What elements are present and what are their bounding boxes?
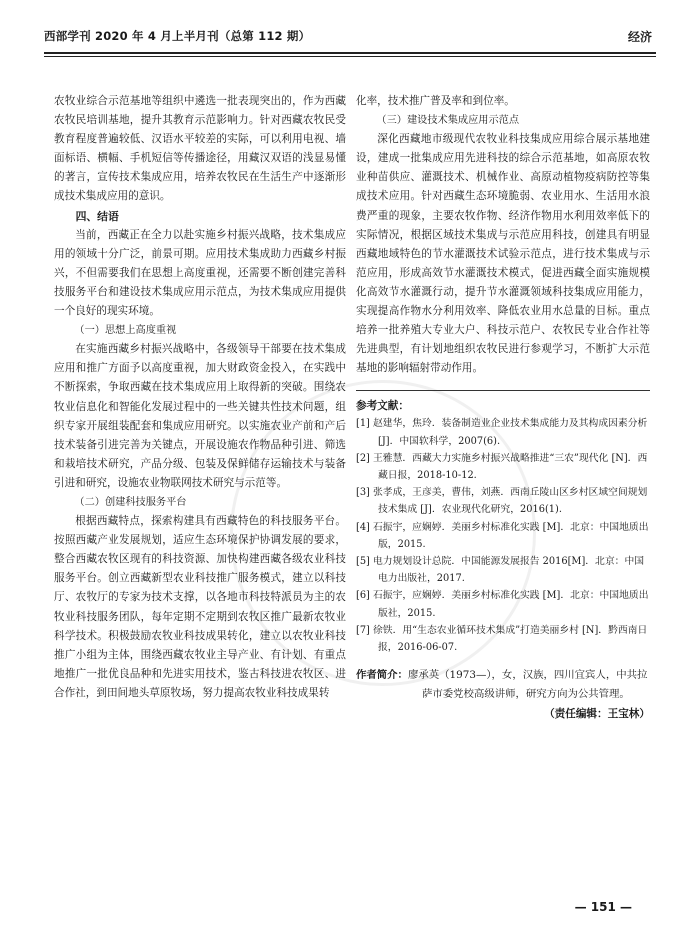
editor-credit: （责任编辑：王宝林） bbox=[544, 708, 650, 721]
header-rule-thick bbox=[44, 52, 656, 54]
subsection-title-1: （一）思想上高度重视 bbox=[74, 325, 177, 337]
reference-item: [3] 张孝成，王彦美，曹伟，刘燕．西南丘陵山区乡村区域空间规划技术集成 [J]．农业现代化研究，2016(1). bbox=[356, 487, 648, 516]
paragraph: 深化西藏地市级现代农牧业科技集成应用综合展示基地建设，建成一批集成应用先进科技的综合示范基地，如高原农牧业种苗供应、灌溉技术、机械作业、高原动植物疫病防控等集成技术应用。针对西藏生态环境脆弱、农业用水、生活用水浪费严重的现象，主要农牧作物、经济作物用水利用效率低下的实际情况，根据区域技术集成与示范应用科技，创建具有明显西藏地域特色的节水灌溉技术试验示范点，进行技术集成与示范应用，形成高效节水灌溉技术模式，促进西藏全面实施规模化高效节水灌溉行动，提升节水灌溉领域科技集成应用能力，实现提高作物水分利用效率、降低农业用水总量的目标。重点培养一批养殖大专业大户、科技示范户、农牧民专业合作社等先进典型，有计划地组织农牧民进行参观学习，不断扩大示范基地的影响辐射带动作用。 bbox=[356, 133, 650, 375]
references-title: 参考文献： bbox=[356, 400, 409, 413]
author-text: 廖承英（1973—），女，汉族，四川宜宾人，中共拉萨市委党校高级讲师，研究方向为公共管理。 bbox=[407, 669, 648, 700]
paragraph: 根据西藏特点，探索构建具有西藏特色的科技服务平台。按照西藏产业发展规划，适应生态环境保护协调发展的要求，整合西藏农牧区现有的科技资源、加快构建西藏各级农业科技服务平台。创立西藏新型农业科技推广服务模式，建立以科技厅、农牧厅的专家为技术支撑，以各地市科技特派员为主的农牧业科技服务团队，每年定期不定期到农牧区推广最新农牧业科学技术。积极鼓励农牧业科技成果转化，建立以农牧业科技推广小组为主体，围绕西藏农牧业主导产业、有计划、有重点地推广一批优良品种和先进实用技术，鉴古科技进农牧区、进合作社，到田间地头草原牧场，努力提高农牧业科技成果转 bbox=[54, 515, 346, 699]
reference-item: [7] 徐铁．用“生态农业循环技术集成”打造美丽乡村 [N]．黔西南日报，2016-06-07. bbox=[356, 624, 648, 654]
subsection-title-3: （三）建设技术集成应用示范点 bbox=[376, 115, 520, 127]
references-divider bbox=[356, 390, 650, 391]
paragraph: 当前，西藏正在全力以赴实施乡村振兴战略，技术集成应用的领域十分广泛，前景可期。应用技术集成助力西藏乡村振兴，不但需要我们在思想上高度重视，还需要不断创建完善科技服务平台和建设技术集成应用示范点，为技术集成应用提供一个良好的现实环境。 bbox=[54, 228, 346, 318]
page-header bbox=[44, 28, 656, 50]
subsection-title-2: （二）创建科技服务平台 bbox=[74, 496, 187, 508]
reference-item: [2] 王雅慧．西藏大力实施乡村振兴战略推进“三农”现代化 [N]．西藏日报，2018-10-12. bbox=[356, 452, 648, 482]
reference-item: [6] 石振宇，应娴婷．美丽乡村标准化实践 [M]．北京：中国地质出版社，2015. bbox=[356, 590, 649, 619]
journal-title: 西部学刊 2020 年 4 月上半月刊（总第 112 期） bbox=[44, 29, 311, 43]
reference-item: [1] 赵建华，焦玲．装备制造业企业技术集成能力及其构成因素分析 [J]．中国软科学，2007(6). bbox=[356, 418, 648, 447]
paragraph: 农牧业综合示范基地等组织中遴选一批表现突出的，作为西藏农牧民培训基地，提升其教育示范影响力。针对西藏农牧民受教育程度普遍较低、汉语水平较差的实际，可以利用电视、墙面标语、横幅、手机短信等传播途径，用藏汉双语的浅显易懂的著言，宣传技术集成应用，培养农牧民在生活生产中逐渐形成技术集成应用的意识。 bbox=[54, 95, 346, 203]
header-rule-thin bbox=[44, 56, 656, 57]
author-bio bbox=[356, 666, 650, 703]
author-label: 作者简介： bbox=[356, 669, 408, 682]
paragraph: 在实施西藏乡村振兴战略中，各级领导干部要在技术集成应用和推广方面予以高度重视，加大财政资金投入，在实践中不断探索，争取西藏在技术集成应用上取得新的突破。围绕农牧业信息化和智能化发展过程中的一些关键共性技术问题，组织专家开展组装配套和集成应用研究。以实施农业产前和产后技术装备引进完善为关键点，开展设施农作物品种引进、筛选和栽培技术研究，产品分级、包装及保鲜储存运输技术与装备引进和研究，设施农业物联网技术研究与示范等。 bbox=[54, 343, 346, 489]
section-label: 经济 bbox=[627, 30, 652, 44]
right-column bbox=[356, 92, 650, 724]
section-title-conclusion: 四、结语 bbox=[75, 209, 119, 223]
page-number: — 151 — bbox=[574, 900, 632, 914]
reference-item: [4] 石振宇，应娴婷．美丽乡村标准化实践 [M]．北京：中国地质出版，2015. bbox=[356, 521, 649, 550]
paragraph: 化率，技术推广普及率和到位率。 bbox=[356, 95, 515, 107]
reference-item: [5] 电力规划设计总院．中国能源发展报告 2016[M]．北京：中国电力出版社，2017. bbox=[356, 556, 645, 585]
left-column bbox=[54, 92, 346, 703]
